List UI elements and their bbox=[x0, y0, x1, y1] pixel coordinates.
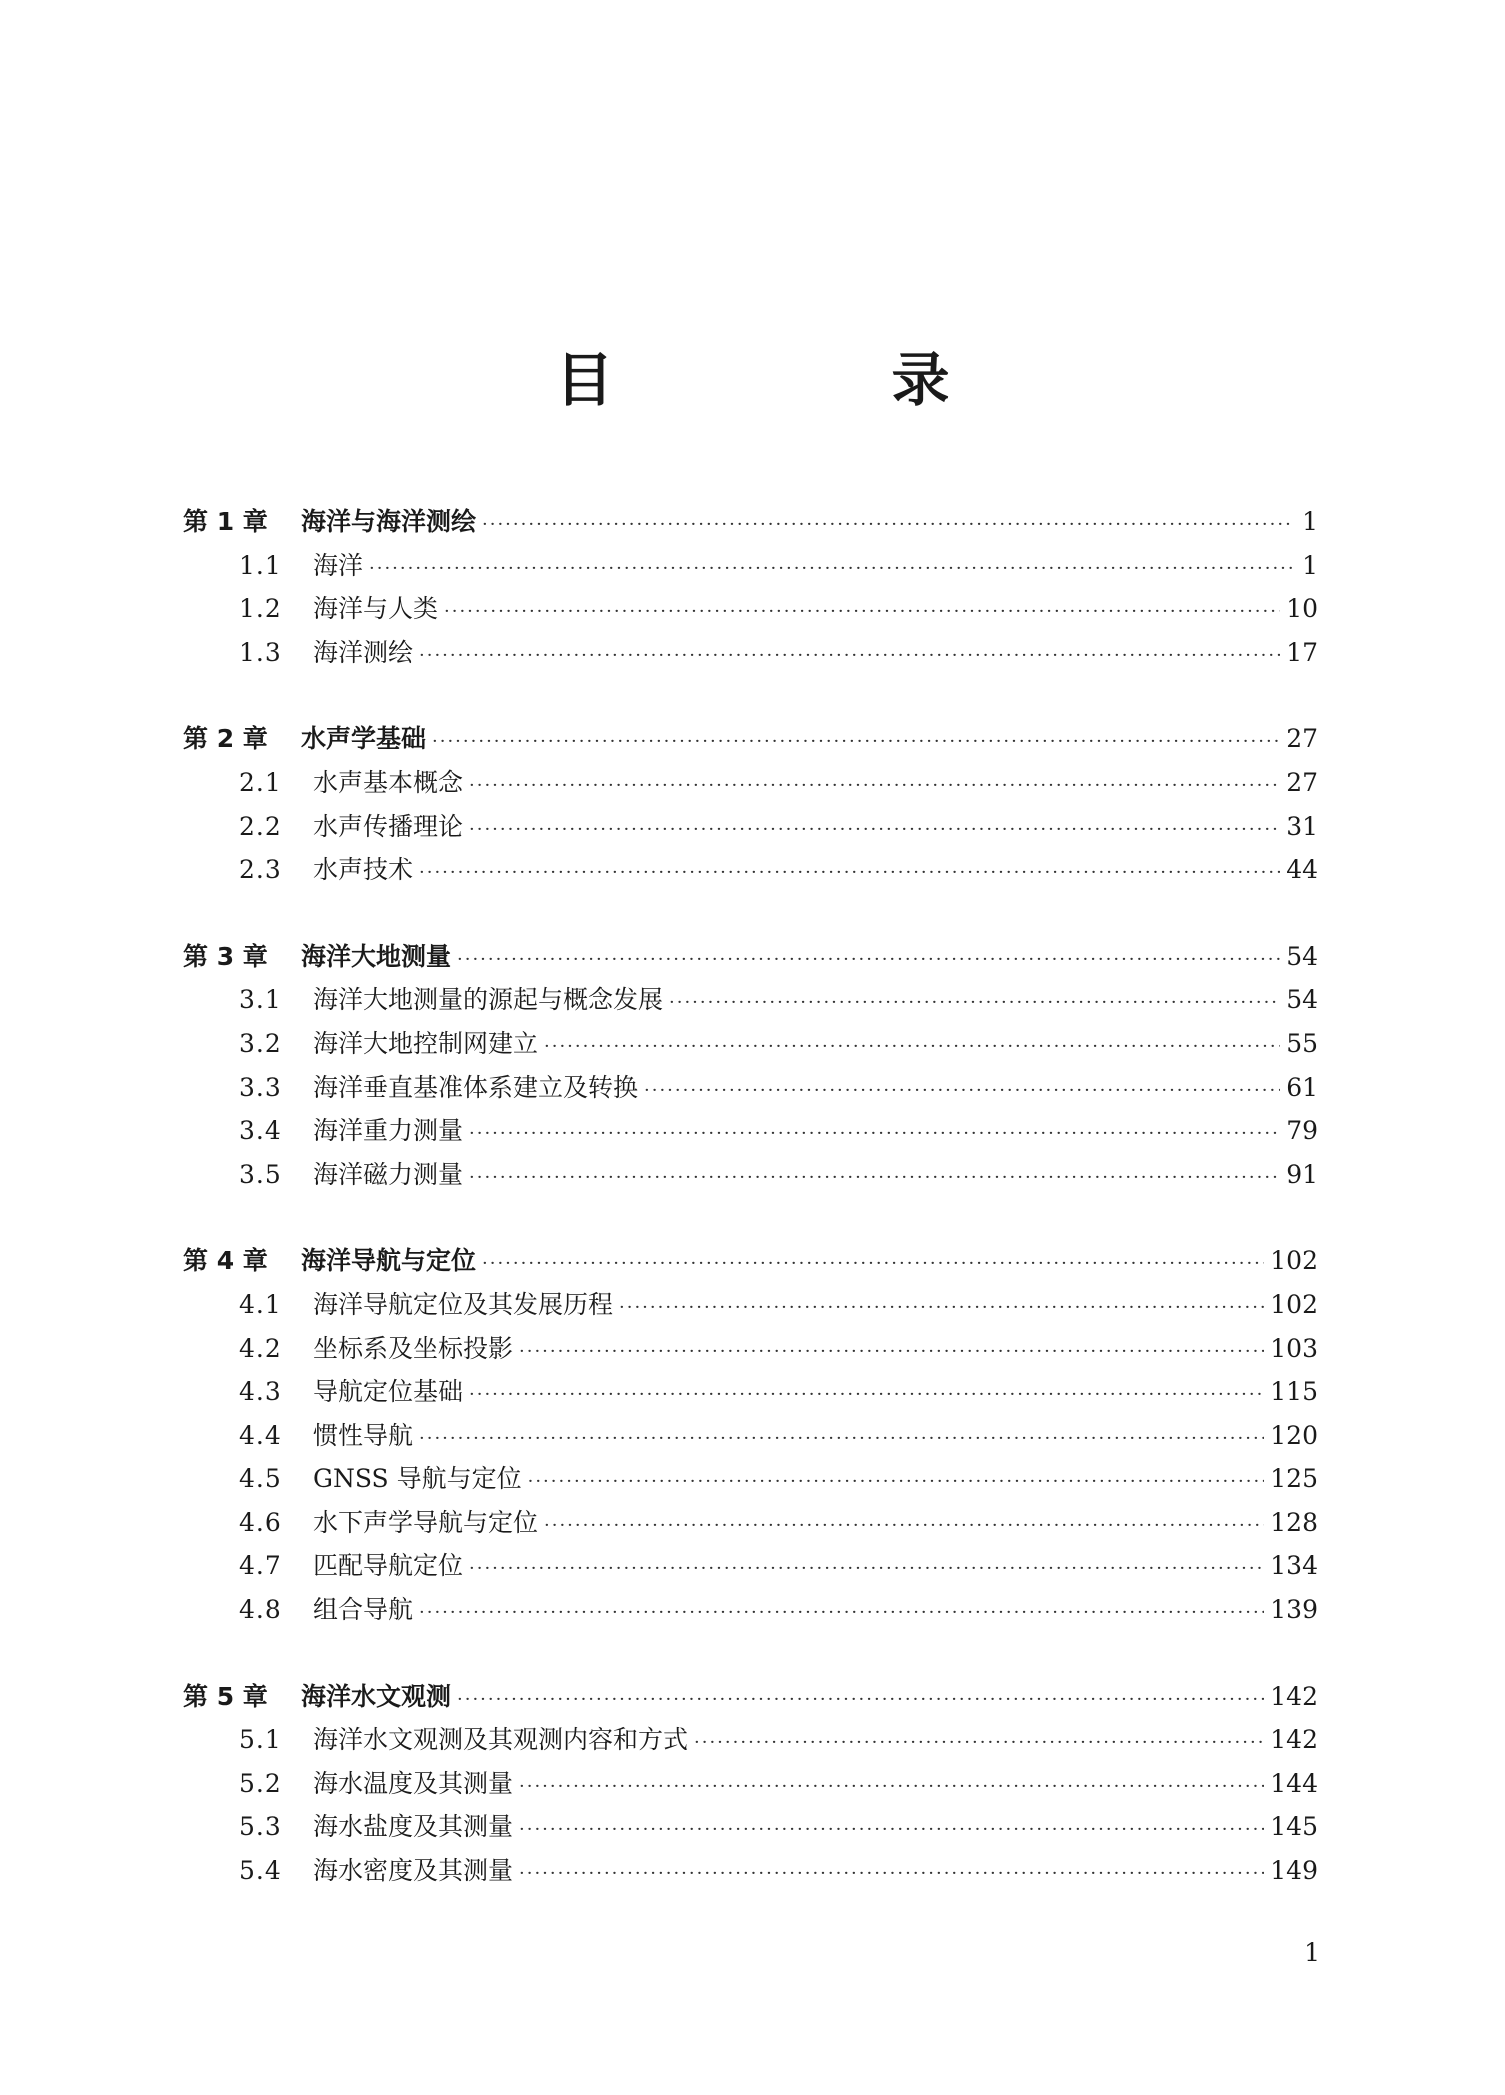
toc-chapter-entry[interactable] bbox=[183, 500, 1318, 544]
toc-section-entry[interactable] bbox=[183, 1370, 1318, 1414]
section-page-number: 120 bbox=[1270, 1420, 1318, 1450]
section-number: 2.2 bbox=[239, 811, 282, 841]
dot-leader bbox=[419, 1417, 1264, 1461]
section-title: 海洋重力测量 bbox=[313, 1116, 464, 1146]
chapter-title: 海洋水文观测 bbox=[301, 1681, 452, 1711]
section-page-number: 17 bbox=[1286, 637, 1318, 667]
page-number: 1 bbox=[1304, 1938, 1320, 1967]
section-page-number: 134 bbox=[1270, 1551, 1318, 1581]
dot-leader bbox=[694, 1721, 1264, 1765]
chapter-group bbox=[183, 500, 1318, 674]
dot-leader bbox=[644, 1069, 1280, 1113]
section-number: 4.4 bbox=[239, 1420, 282, 1450]
section-number: 3.3 bbox=[239, 1072, 282, 1102]
section-title: GNSS 导航与定位 bbox=[313, 1464, 522, 1494]
section-number: 5.4 bbox=[239, 1856, 282, 1886]
toc-section-entry[interactable] bbox=[183, 805, 1318, 849]
section-title: 海洋大地测量的源起与概念发展 bbox=[313, 985, 664, 1015]
section-page-number: 79 bbox=[1286, 1116, 1318, 1146]
dot-leader bbox=[544, 1025, 1280, 1069]
section-title: 水下声学导航与定位 bbox=[313, 1507, 539, 1537]
toc-section-entry[interactable] bbox=[183, 761, 1318, 805]
section-title: 海洋与人类 bbox=[313, 594, 439, 624]
chapter-title: 海洋与海洋测绘 bbox=[301, 507, 477, 536]
toc-chapter-entry[interactable] bbox=[183, 1239, 1318, 1283]
dot-leader bbox=[482, 1242, 1264, 1286]
chapter-number: 第 4 章 bbox=[183, 1246, 268, 1276]
dot-leader bbox=[519, 1330, 1264, 1374]
section-page-number: 125 bbox=[1270, 1464, 1318, 1494]
toc-section-entry[interactable] bbox=[183, 1066, 1318, 1110]
page-title: 目 录 bbox=[555, 346, 1060, 414]
dot-leader bbox=[419, 634, 1280, 678]
section-number: 5.2 bbox=[239, 1768, 282, 1798]
section-title: 海洋水文观测及其观测内容和方式 bbox=[313, 1725, 689, 1755]
toc-section-entry[interactable] bbox=[183, 631, 1318, 675]
dot-leader bbox=[469, 1112, 1280, 1156]
section-title: 匹配导航定位 bbox=[313, 1551, 464, 1581]
section-title: 海洋大地控制网建立 bbox=[313, 1028, 539, 1058]
toc-section-entry[interactable] bbox=[183, 1718, 1318, 1762]
toc-section-entry[interactable] bbox=[183, 1109, 1318, 1153]
chapter-number: 第 3 章 bbox=[183, 941, 268, 971]
dot-leader bbox=[432, 720, 1280, 764]
chapter-page-number: 54 bbox=[1286, 941, 1318, 971]
toc-section-entry[interactable] bbox=[183, 1457, 1318, 1501]
section-number: 5.3 bbox=[239, 1812, 282, 1842]
chapter-page-number: 142 bbox=[1270, 1681, 1318, 1711]
section-page-number: 103 bbox=[1270, 1333, 1318, 1363]
chapter-group bbox=[183, 1675, 1318, 1893]
dot-leader bbox=[469, 808, 1280, 852]
section-number: 4.2 bbox=[239, 1333, 282, 1363]
section-title: 导航定位基础 bbox=[313, 1377, 464, 1407]
section-number: 2.3 bbox=[239, 855, 282, 885]
section-title: 海洋测绘 bbox=[313, 637, 414, 667]
toc-section-entry[interactable] bbox=[183, 544, 1318, 588]
chapter-number: 第 2 章 bbox=[183, 724, 268, 754]
toc-section-entry[interactable] bbox=[183, 1327, 1318, 1371]
section-title: 坐标系及坐标投影 bbox=[313, 1333, 514, 1363]
toc-section-entry[interactable] bbox=[183, 587, 1318, 631]
section-page-number: 149 bbox=[1270, 1856, 1318, 1886]
toc-section-entry[interactable] bbox=[183, 1805, 1318, 1849]
section-number: 4.3 bbox=[239, 1377, 282, 1407]
chapter-page-number: 102 bbox=[1270, 1246, 1318, 1276]
section-title: 海水盐度及其测量 bbox=[313, 1812, 514, 1842]
section-page-number: 139 bbox=[1270, 1595, 1318, 1625]
toc-section-entry[interactable] bbox=[183, 1588, 1318, 1632]
toc-chapter-entry[interactable] bbox=[183, 1675, 1318, 1719]
dot-leader bbox=[519, 1808, 1264, 1852]
toc-section-entry[interactable] bbox=[183, 1544, 1318, 1588]
section-page-number: 115 bbox=[1270, 1377, 1318, 1407]
toc-chapter-entry[interactable] bbox=[183, 935, 1318, 979]
section-number: 1.3 bbox=[239, 637, 282, 667]
section-page-number: 31 bbox=[1286, 811, 1318, 841]
toc-section-entry[interactable] bbox=[183, 1283, 1318, 1327]
chapter-group bbox=[183, 717, 1318, 891]
section-page-number: 128 bbox=[1270, 1507, 1318, 1537]
chapter-title: 水声学基础 bbox=[301, 724, 427, 754]
toc-section-entry[interactable] bbox=[183, 1501, 1318, 1545]
section-number: 3.2 bbox=[239, 1028, 282, 1058]
dot-leader bbox=[519, 1852, 1264, 1896]
section-page-number: 142 bbox=[1270, 1725, 1318, 1755]
section-title: 水声基本概念 bbox=[313, 767, 464, 797]
section-number: 5.1 bbox=[239, 1725, 282, 1755]
dot-leader bbox=[457, 1678, 1264, 1722]
dot-leader bbox=[544, 1504, 1264, 1548]
section-number: 4.1 bbox=[239, 1289, 282, 1319]
section-page-number: 145 bbox=[1270, 1812, 1318, 1842]
table-of-contents bbox=[183, 500, 1318, 1936]
dot-leader bbox=[519, 1765, 1264, 1809]
chapter-number: 第 5 章 bbox=[183, 1681, 268, 1711]
toc-section-entry[interactable] bbox=[183, 848, 1318, 892]
chapter-page-number: 1 bbox=[1302, 507, 1318, 536]
section-title: 水声技术 bbox=[313, 855, 414, 885]
section-page-number: 44 bbox=[1286, 855, 1318, 885]
section-page-number: 144 bbox=[1270, 1768, 1318, 1798]
dot-leader bbox=[482, 503, 1294, 547]
section-title: 海洋 bbox=[313, 550, 364, 580]
dot-leader bbox=[457, 938, 1280, 982]
dot-leader bbox=[444, 590, 1280, 634]
dot-leader bbox=[469, 1156, 1280, 1200]
section-number: 4.5 bbox=[239, 1464, 282, 1494]
dot-leader bbox=[619, 1286, 1264, 1330]
section-title: 海水密度及其测量 bbox=[313, 1856, 514, 1886]
section-page-number: 102 bbox=[1270, 1289, 1318, 1319]
section-title: 组合导航 bbox=[313, 1595, 414, 1625]
section-title: 海洋导航定位及其发展历程 bbox=[313, 1289, 614, 1319]
dot-leader bbox=[419, 1591, 1264, 1635]
section-page-number: 10 bbox=[1286, 594, 1318, 624]
dot-leader bbox=[469, 764, 1280, 808]
section-number: 3.4 bbox=[239, 1116, 282, 1146]
section-title: 惯性导航 bbox=[313, 1420, 414, 1450]
chapter-title: 海洋大地测量 bbox=[301, 941, 452, 971]
toc-section-entry[interactable] bbox=[183, 978, 1318, 1022]
section-title: 海洋垂直基准体系建立及转换 bbox=[313, 1072, 639, 1102]
dot-leader bbox=[419, 851, 1280, 895]
section-number: 4.7 bbox=[239, 1551, 282, 1581]
section-page-number: 61 bbox=[1286, 1072, 1318, 1102]
section-page-number: 54 bbox=[1286, 985, 1318, 1015]
section-number: 4.8 bbox=[239, 1595, 282, 1625]
section-title: 水声传播理论 bbox=[313, 811, 464, 841]
section-page-number: 55 bbox=[1286, 1028, 1318, 1058]
section-page-number: 91 bbox=[1286, 1159, 1318, 1189]
section-title: 海水温度及其测量 bbox=[313, 1768, 514, 1798]
section-page-number: 1 bbox=[1302, 550, 1318, 580]
chapter-number: 第 1 章 bbox=[183, 507, 268, 536]
toc-section-entry[interactable] bbox=[183, 1022, 1318, 1066]
toc-section-entry[interactable] bbox=[183, 1414, 1318, 1458]
section-number: 1.1 bbox=[239, 550, 282, 580]
chapter-group bbox=[183, 1239, 1318, 1631]
toc-section-entry[interactable] bbox=[183, 1153, 1318, 1197]
section-number: 3.1 bbox=[239, 985, 282, 1015]
toc-chapter-entry[interactable] bbox=[183, 717, 1318, 761]
dot-leader bbox=[669, 981, 1280, 1025]
section-number: 3.5 bbox=[239, 1159, 282, 1189]
dot-leader bbox=[469, 1373, 1264, 1417]
chapter-group bbox=[183, 935, 1318, 1197]
dot-leader bbox=[528, 1460, 1265, 1504]
toc-section-entry[interactable] bbox=[183, 1762, 1318, 1806]
dot-leader bbox=[369, 547, 1294, 591]
section-page-number: 27 bbox=[1286, 767, 1318, 797]
section-title: 海洋磁力测量 bbox=[313, 1159, 464, 1189]
chapter-title: 海洋导航与定位 bbox=[301, 1246, 477, 1276]
chapter-page-number: 27 bbox=[1286, 724, 1318, 754]
section-number: 2.1 bbox=[239, 767, 282, 797]
section-number: 4.6 bbox=[239, 1507, 282, 1537]
dot-leader bbox=[469, 1547, 1264, 1591]
toc-section-entry[interactable] bbox=[183, 1849, 1318, 1893]
section-number: 1.2 bbox=[239, 594, 282, 624]
